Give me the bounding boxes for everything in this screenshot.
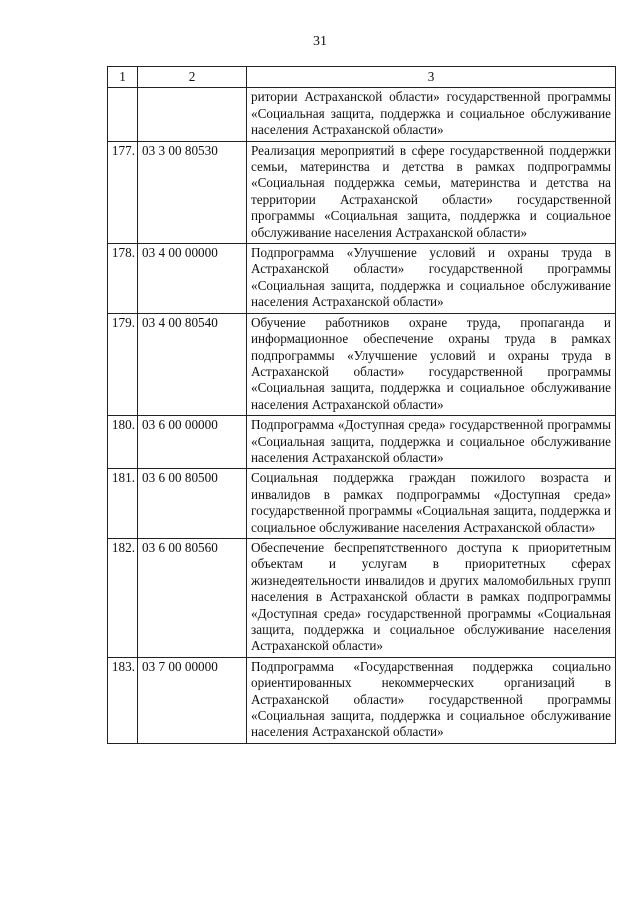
row-code: 03 3 00 80530: [138, 141, 247, 243]
table-row: [108, 88, 616, 141]
row-number: [108, 88, 138, 141]
table-row: [108, 313, 616, 415]
row-code: [138, 88, 247, 141]
row-number: 183.: [108, 657, 138, 743]
row-number: 179.: [108, 313, 138, 415]
page-number: 31: [313, 34, 327, 49]
row-number: 180.: [108, 416, 138, 469]
row-description: Подпрограмма «Доступная среда» государственной программы «Социальная защита, поддержка и социальное обслуживание населения Астраханской области»: [247, 416, 616, 469]
row-code: 03 6 00 80560: [138, 538, 247, 657]
row-number: 177.: [108, 141, 138, 243]
row-number: 181.: [108, 469, 138, 539]
table-row: [108, 538, 616, 657]
row-description: Реализация мероприятий в сфере государственной поддержки семьи, материнства и детства в рамках подпрограммы «Социальная поддержка семьи, материнства и детства на территории Астраханской области» государственной программы «Социальная защита, поддержка и социальное обслуживание населения Астраханской области»: [247, 141, 616, 243]
row-description: Обеспечение беспрепятственного доступа к приоритетным объектам и услугам в приоритетных сферах жизнедеятельности инвалидов и других маломобильных групп населения в Астраханской области в рамках подпрограммы «Доступная среда» государственной программы «Социальная защита, поддержка и социальное обслуживание населения Астраханской области»: [247, 538, 616, 657]
table-row: [108, 141, 616, 243]
row-number: 178.: [108, 244, 138, 314]
row-description: Социальная поддержка граждан пожилого возраста и инвалидов в рамках подпрограммы «Доступная среда» государственной программы «Социальная защита, поддержка и социальное обслуживание населения Астраханской области»: [247, 469, 616, 539]
column-header-1: 1: [108, 67, 138, 88]
row-description: ритории Астраханской области» государственной программы «Социальная защита, поддержка и социальное обслуживание населения Астраханской области»: [247, 88, 616, 141]
table-row: [108, 469, 616, 539]
row-code: 03 4 00 80540: [138, 313, 247, 415]
row-number: 182.: [108, 538, 138, 657]
column-header-3: 3: [247, 67, 616, 88]
column-header-2: 2: [138, 67, 247, 88]
row-description: Подпрограмма «Улучшение условий и охраны труда в Астраханской области» государственной программы «Социальная защита, поддержка и социальное обслуживание населения Астраханской области»: [247, 244, 616, 314]
table-row: [108, 244, 616, 314]
row-code: 03 7 00 00000: [138, 657, 247, 743]
row-code: 03 6 00 00000: [138, 416, 247, 469]
row-description: Обучение работников охране труда, пропаганда и информационное обеспечение охраны труда в рамках подпрограммы «Улучшение условий и охраны труда в Астраханской области» государственной программы «Социальная защита, поддержка и социальное обслуживание населения Астраханской области»: [247, 313, 616, 415]
table-row: [108, 657, 616, 743]
document-table: [107, 66, 616, 744]
row-description: Подпрограмма «Государственная поддержка социально ориентированных некоммерческих организаций в Астраханской области» государственной программы «Социальная защита, поддержка и социальное обслуживание населения Астраханской области»: [247, 657, 616, 743]
row-code: 03 4 00 00000: [138, 244, 247, 314]
row-code: 03 6 00 80500: [138, 469, 247, 539]
table-row: [108, 416, 616, 469]
table-header-row: [108, 67, 616, 88]
